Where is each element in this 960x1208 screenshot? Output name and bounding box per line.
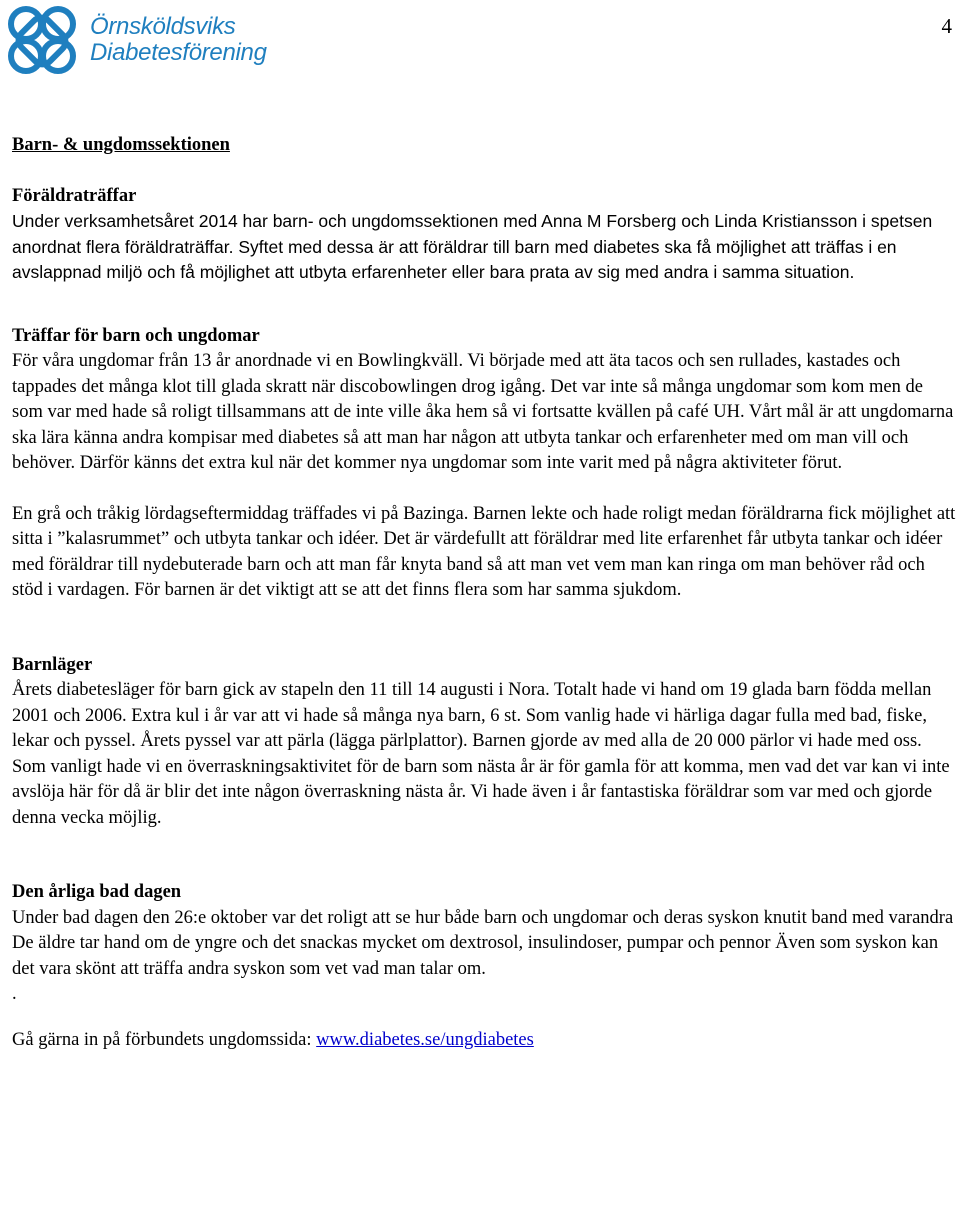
page-header	[0, 0, 960, 90]
stray-period: .	[12, 984, 17, 1004]
section-text-barnlager: Årets diabetesläger för barn gick av stapeln den 11 till 14 augusti i Nora. Totalt hade vi hand om 19 glada barn födda mellan 2001 och 2006. Extra kul i år var att vi hade så många nya barn, 6 st. Som vanlig hade vi härliga dagar fulla med bad, fiske, lekar och pyssel. Årets pyssel var att pärla (lägga pärlplattor). Barnen gjorde av med alla de 20 000 pärlor vi hade med oss. Som vanligt hade vi en överraskningsaktivitet för de barn som nästa år är för gamla för att komma, men vad det var kan vi inte avslöja här för då är blir det inte någon överraskning nästa år. Vi hade även i år fantastiska föräldrar som var med och gjorde denna vecka möjlig.	[12, 680, 950, 828]
interlaced-knot-logo-icon	[0, 2, 84, 80]
document-title: Barn- & ungdomssektionen	[12, 135, 230, 155]
org-name-line2: Diabetesförening	[90, 39, 267, 66]
page-number: 4	[941, 14, 952, 38]
document-body	[12, 133, 956, 1053]
section-heading-foraldratraffar: Föräldraträffar	[12, 185, 137, 206]
footer-line	[12, 1028, 956, 1054]
section-text-traffar: För våra ungdomar från 13 år anordnade vi en Bowlingkväll. Vi började med att äta tacos och sen rullades, kastades och tappades det många klot till glada skratt när discobowlingen drog igång. Det var inte så många ungdomar som kom men de som var med hade så roligt tillsammans att de inte ville åka hem så vi fortsatte kvällen på café UH. Vårt mål är att ungdomarna ska lära känna andra kompisar med diabetes så att man har någon att utbyta tankar och erfarenheter med om man vill och behöver. Därför känns det extra kul när det kommer nya ungdomar som inte varit med på några aktiviteter förut.	[12, 351, 954, 473]
organization-logo-text	[90, 14, 267, 66]
section-heading-traffar: Träffar för barn och ungdomar	[12, 325, 260, 346]
ungdomssida-link[interactable]: www.diabetes.se/ungdiabetes	[316, 1029, 534, 1050]
footer-text: Gå gärna in på förbundets ungdomssida:	[12, 1029, 317, 1050]
org-name-line1: Örnsköldsviks	[90, 13, 236, 40]
section-heading-bad-dagen: Den årliga bad dagen	[12, 882, 182, 902]
section-heading-barnlager: Barnläger	[12, 654, 93, 675]
section-text-bazinga: En grå och tråkig lördagseftermiddag träffades vi på Bazinga. Barnen lekte och hade roligt medan föräldrarna fick möjlighet att sitta i ”kalasrummet” och utbyta tankar och idéer. Det är värdefullt att föräldrar med lite erfarenhet får utbyta tankar och idéer med föräldrar till nydebuterade barn och att man får knyta band så att man vet vem man kan ringa om man behöver råd och stöd i vardagen. För barnen är det viktigt att se att det finns flera som har samma sjukdom.	[12, 503, 956, 600]
section-text-bad-dagen: Under bad dagen den 26:e oktober var det roligt att se hur både barn och ungdomar och deras syskon knutit band med varandra De äldre tar hand om de yngre och det snackas mycket om dextrosol, insulindoser, pumpar och pennor Även som syskon kan det vara skönt att träffa andra syskon som vet vad man talar om.	[12, 907, 954, 979]
section-text-foraldratraffar: Under verksamhetsåret 2014 har barn- och ungdomssektionen med Anna M Forsberg och Linda Kristiansson i spetsen anordnat flera föräldraträffar. Syftet med dessa är att föräldrar till barn med diabetes ska få möjlighet att träffas i en avslappnad miljö och få möjlighet att utbyta erfarenheter eller bara prata av sig med andra i samma situation.	[12, 211, 933, 282]
